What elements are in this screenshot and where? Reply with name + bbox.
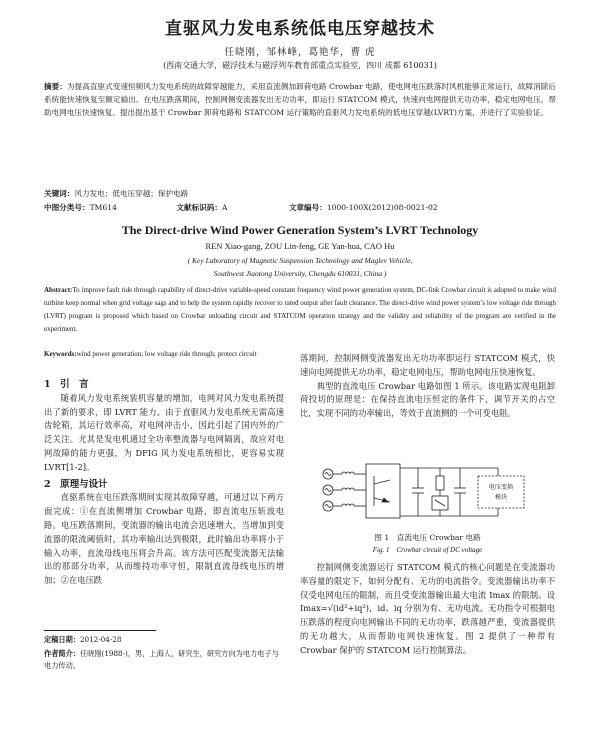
doc-code-value: A xyxy=(221,203,228,212)
abstract-cn xyxy=(44,80,556,119)
keywords-en-label: Keywords: xyxy=(44,350,77,358)
footnote-author xyxy=(44,648,284,672)
abstract-en-label: Abstract: xyxy=(44,286,73,294)
paper-title-cn: 直驱风力发电系统低电压穿越技术 xyxy=(165,19,435,39)
affiliation-cn: (西南交通大学，磁浮技术与磁浮列车教育部重点实验室，四川 成都 610031) xyxy=(163,61,437,70)
authors-en: REN Xiao-gang, ZOU Lin-feng, GE Yan-hua, CAO Hu xyxy=(205,241,395,251)
right-paragraph-statcom: 控制网侧变流器运行 STATCOM 模式的核心问题是在变流器功率容量的限定下，如何分配有、无功的电流指令。变流器输出功率不仅受电网电压的限制，而且受变流器输出最大电流 Imax 的限制。设 Imax=√(id²+iq²)，id、iq 分别为有、无功电流。无功指令可根据电压跌落的程度向电网输出不同的无功功率，跌落越严重，变流器提供的无功越大，从而帮助电网快速恢复。图 2 提供了一种带有 Crowbar 保护的 STATCOM 运行控制算法。 xyxy=(300,562,555,655)
clc-label: 中图分类号： xyxy=(44,203,90,212)
abstract-en-text: To improve fault ride through capability of direct-drive variable-speed constant frequency wind power generation system, DC-link Crowbar circuit is adopted to make wind turbine keep normal when grid voltage sags and to help the system rapidly recover to rated output after fault clearance. The direct-drive wind power system’s low voltage ride through (LVRT) program is proposed which based on Crowbar unloading circuit and STATCOM operation strategy and the validity and reliability of the program are verified in the experiment. xyxy=(44,286,556,333)
affiliation-en-line1: ( Key Laboratory of Magnetic Suspension Technology and Maglev Vehicle, xyxy=(187,256,413,265)
footnote-received-label: 定稿日期： xyxy=(44,635,80,644)
converter-rectifier xyxy=(366,464,400,518)
affiliation-en-line2: Southwest Jiaotong University, Chengdu 610031, China ) xyxy=(213,269,387,278)
fig1-module-label-2: 模块 xyxy=(494,494,508,501)
keywords-cn-text: 风力发电；低电压穿越；保护电路 xyxy=(74,189,189,198)
section2-heading: 2 原理与设计 xyxy=(44,478,108,490)
figure-1-caption-en: Fig. 1 Crowbar circuit of DC voltage xyxy=(372,546,483,554)
right-column-top xyxy=(300,352,555,421)
classification-line xyxy=(44,202,556,213)
article-id-label: 文章编号： xyxy=(288,203,327,212)
abstract-cn-text: 为提高直驱式变速恒频风力发电系统的故障穿越能力，采用直流侧加卸荷电路 Crowbar 电路，使电网电压跌落时风机能够正常运行，故障消除后系统能快速恢复至额定输出。在电压跌落期间，控制网侧变流器发出无功功率，即运行 STATCOM 模式，快速向电网提供无功功率，稳定电网电压，帮助电网电压快速恢复。提出提出基于 Crowbar 卸荷电路和 STATCOM 运行策略的直驱风力发电系统的低电压穿越(LVRT)方案，并进行了实验验证。 xyxy=(44,82,556,117)
clc-value: TM614 xyxy=(89,203,117,212)
voltage-conversion-module xyxy=(478,476,524,508)
footnote-author-value: 任晓刚(1988-)，男，上海人，研究生，研究方向为电力电子与电力传动。 xyxy=(44,649,279,670)
figure-1-caption-cn: 图 1 直流电压 Crowbar 电路 xyxy=(374,533,481,542)
figure-1-crowbar-circuit xyxy=(318,454,528,532)
crowbar-resistor xyxy=(436,476,444,490)
footnote-author-label: 作者简介： xyxy=(44,649,80,658)
footnote-received xyxy=(44,634,284,646)
abstract-en xyxy=(44,284,556,336)
footnote-rule xyxy=(44,630,156,631)
section1-paragraph: 随着风力发电系统装机容量的增加，电网对风力发电系统提出了新的要求，即 LVRT 能力。由于直驱风力发电系统无需高速齿轮箱，其运行效率高，对电网冲击小，因此引起了国内外的广泛关注。尤其是发电机通过全功率整流器与电网隔离，故应对电网故障的能力更强，为 DFIG 风力发电系统相比，更容易实现 LVRT[1-2]。 xyxy=(44,392,284,472)
right-paragraph-crowbar: 典型的直流电压 Crowbar 电路如图 1 所示。该电路实现电阻卸荷投切的原理是：在保持直流电压恒定的条件下，调节开关的占空比，实现不同的功率输出，等效于直流侧的一个可变电阻。 xyxy=(300,380,555,419)
keywords-cn-label: 关键词： xyxy=(44,189,75,198)
right-column-bottom xyxy=(300,561,555,658)
footnote-received-value: 2012-04-28 xyxy=(79,635,122,644)
fig1-module-label-1: 电压变换 xyxy=(488,484,514,491)
paper-title-en: The Direct-drive Wind Power Generation System’s LVRT Technology xyxy=(121,223,479,237)
abstract-cn-label: 摘要： xyxy=(44,82,67,91)
section1-heading: 1 引 言 xyxy=(44,379,89,390)
keywords-cn xyxy=(44,188,556,199)
article-id-value: 1000-100X(2012)08-0021-02 xyxy=(326,203,438,212)
right-paragraph-continued: 落期间，控制网侧变流器发出无功功率即运行 STATCOM 模式，快速向电网提供无功功率，稳定电网电压，帮助电网电压快速恢复。 xyxy=(300,353,555,377)
keywords-en-text: wind power generation; low voltage ride through; protect circuit xyxy=(76,350,257,358)
left-column xyxy=(44,378,284,588)
authors-cn: 任晓刚，邹林峰，葛艳华，曹 虎 xyxy=(224,47,376,58)
doc-code-label: 文献标识码： xyxy=(176,203,222,212)
section2-paragraph: 直驱系统在电压跌落期间实现其故障穿越，可通过以下两方面完成：①在直流侧增加 Crowbar 电路，即直流电压斩波电路。电压跌落期间，变流器的输出电流会迅速增大，当增加到变流器的限流阈值时，其功率输出达到极限，此时输出功率将小于输入功率，直流母线电压将会升高。该方法可匹配变流器无法输出的那部分功率，从而维持功率守恒，限制直流母线电压的增加；②在电压跌 xyxy=(44,492,284,586)
